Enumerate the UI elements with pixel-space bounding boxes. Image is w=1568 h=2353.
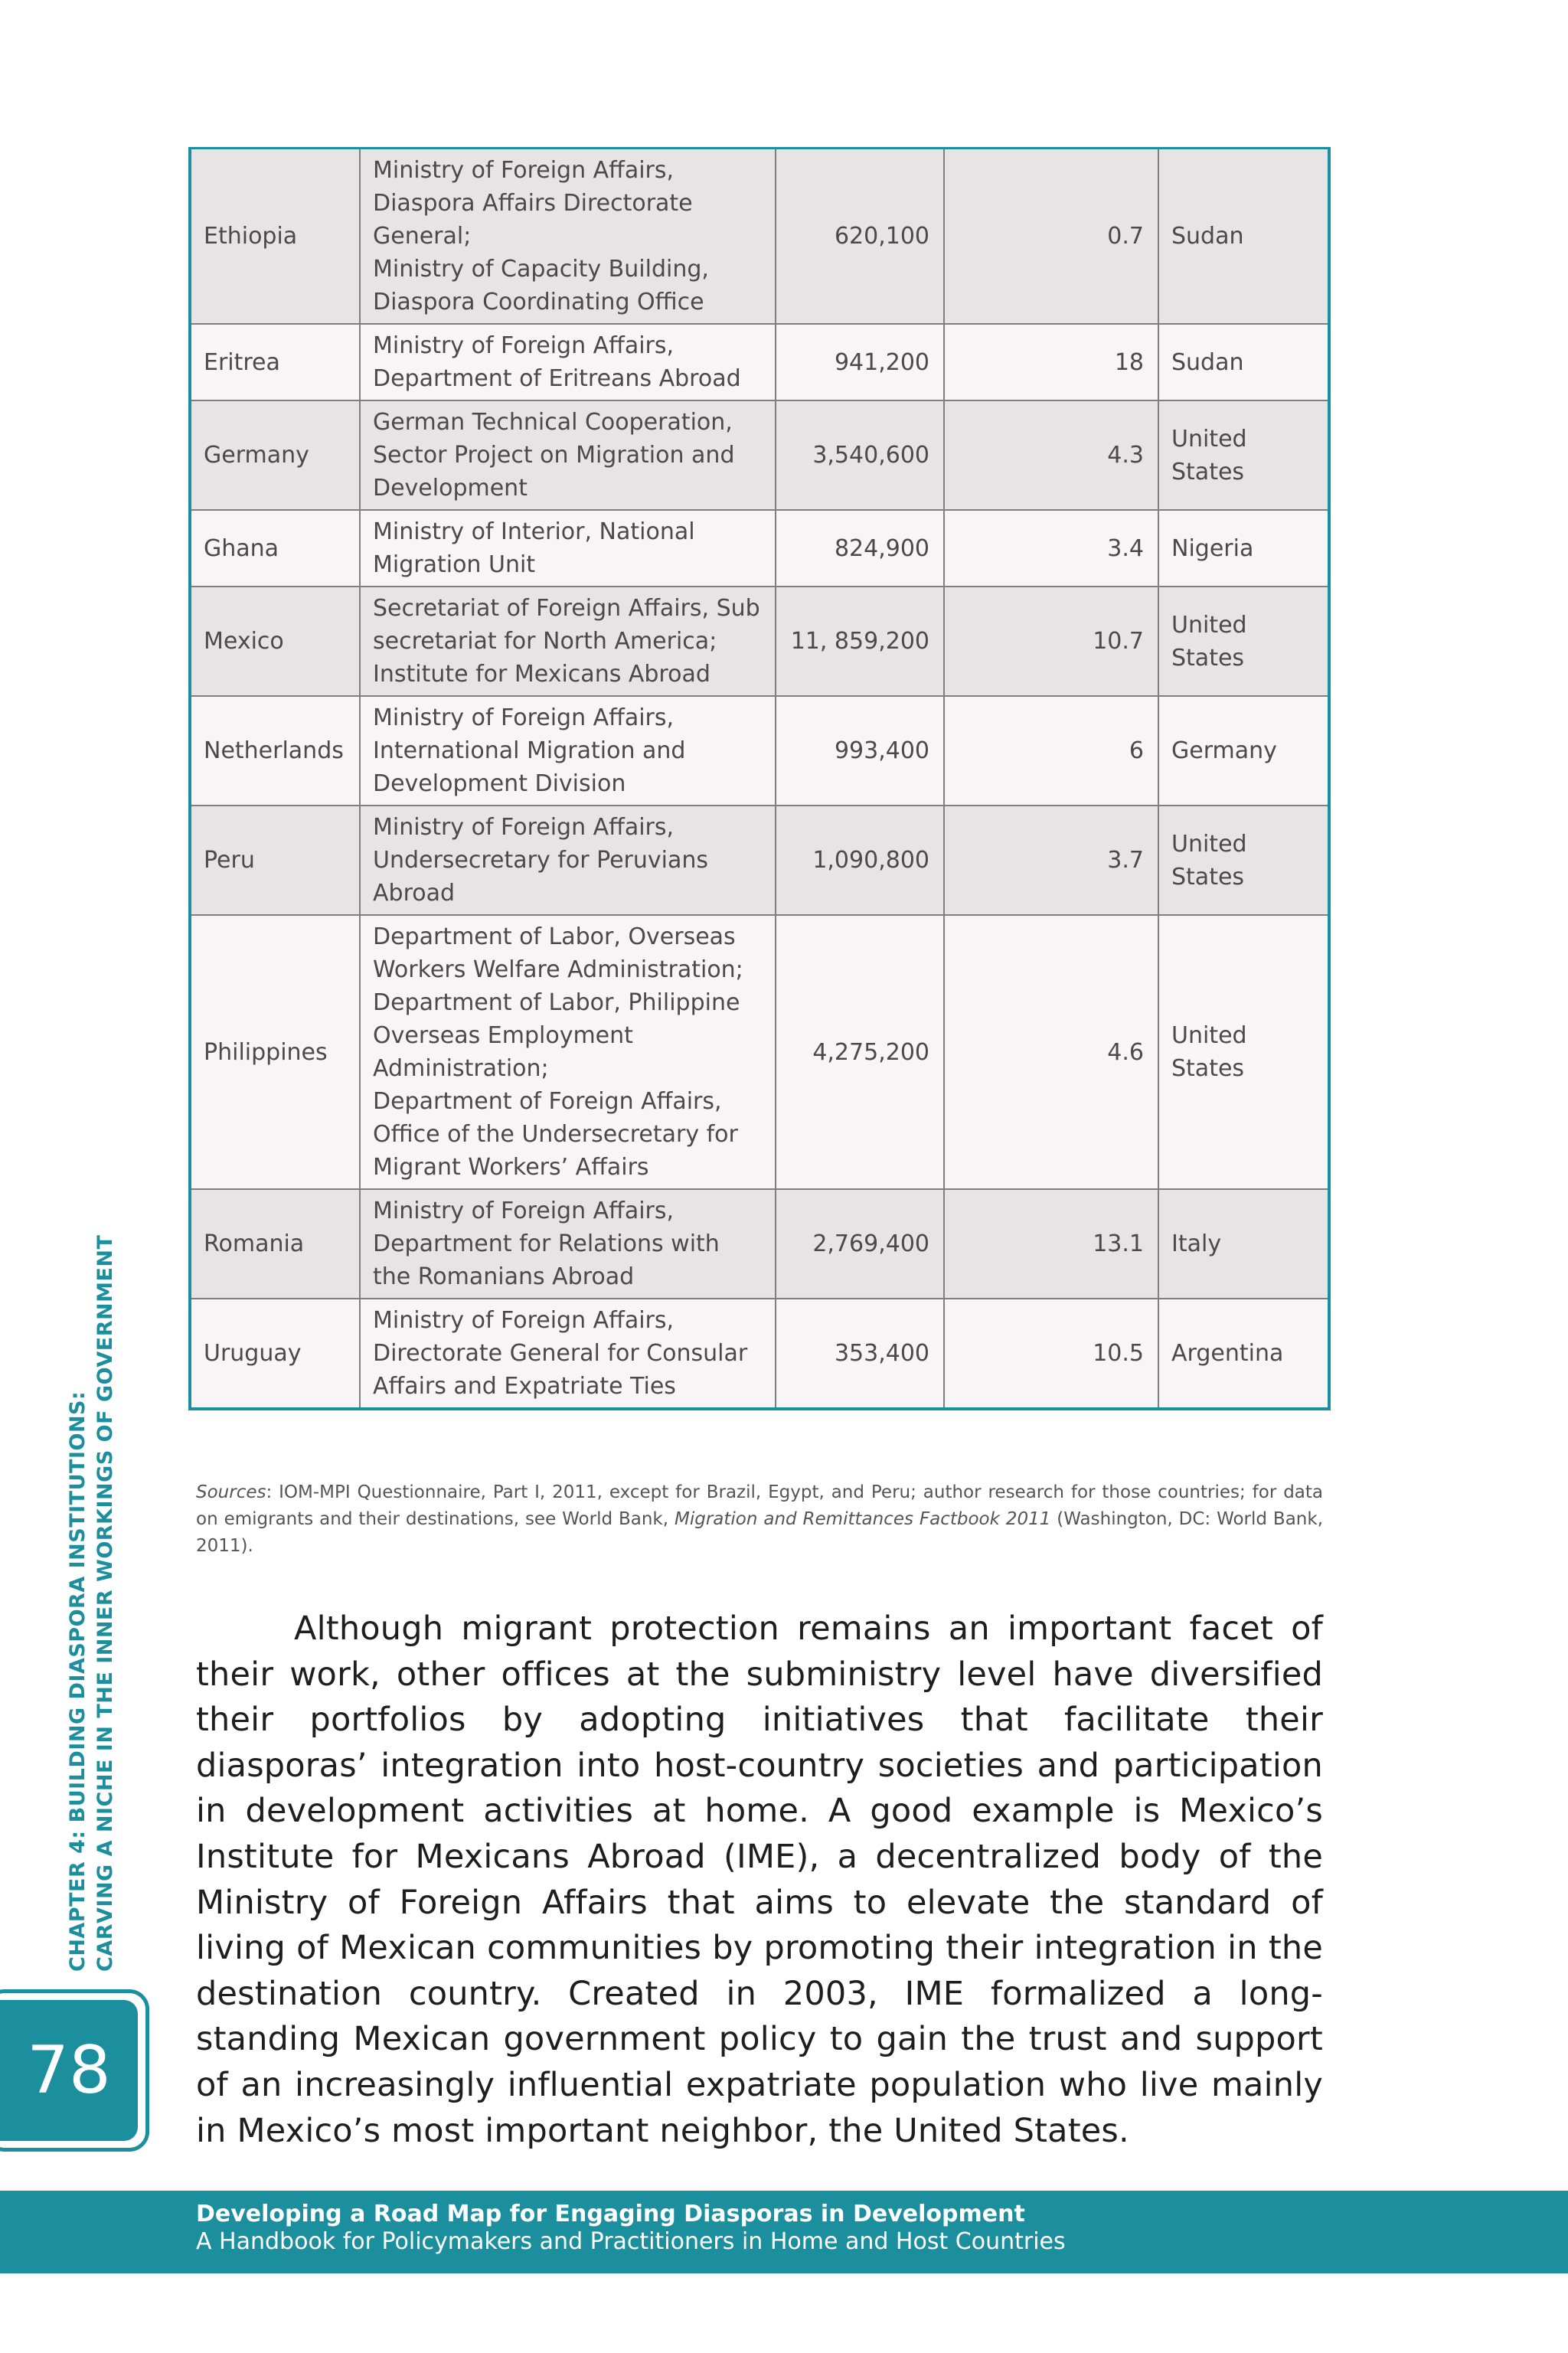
destination-cell: Italy	[1158, 1189, 1328, 1299]
institution-cell: Secretariat of Foreign Affairs, Sub secretariat for North America; Institute for Mexicans Abroad	[360, 587, 776, 696]
emigrants-cell: 353,400	[776, 1299, 944, 1407]
institution-cell: Ministry of Foreign Affairs, Undersecretary for Peruvians Abroad	[360, 806, 776, 915]
emigrants-cell: 2,769,400	[776, 1189, 944, 1299]
table-row	[191, 1299, 1328, 1407]
country-cell: Eritrea	[191, 324, 360, 400]
table-row	[191, 587, 1328, 696]
emigrants-cell: 3,540,600	[776, 400, 944, 510]
country-cell: Netherlands	[191, 696, 360, 806]
table-row	[191, 696, 1328, 806]
diaspora-institutions-table	[188, 147, 1331, 1410]
sources-label: Sources	[196, 1482, 266, 1502]
footer-book-title: Developing a Road Map for Engaging Diasporas in Development	[196, 2201, 1025, 2227]
institution-cell: Department of Labor, Overseas Workers Welfare Administration; Department of Labor, Philippine Overseas Employment Administration; Department of Foreign Affairs, Office of the Undersecretary for Migrant Workers’ Affairs	[360, 915, 776, 1189]
country-cell: Mexico	[191, 587, 360, 696]
institution-cell: Ministry of Foreign Affairs, Directorate General for Consular Affairs and Expatriate Ties	[360, 1299, 776, 1407]
chapter-running-head	[64, 1234, 119, 1972]
destination-cell: United States	[1158, 587, 1328, 696]
country-cell: Germany	[191, 400, 360, 510]
table-row	[191, 510, 1328, 587]
table-row	[191, 149, 1328, 324]
destination-cell: United States	[1158, 915, 1328, 1189]
table-sources-note	[196, 1479, 1323, 1560]
percent-cell: 0.7	[944, 149, 1158, 324]
sources-book-title: Migration and Remittances Factbook 2011	[674, 1509, 1051, 1529]
chapter-running-head-line2: CARVING A NICHE IN THE INNER WORKINGS OF GOVERNMENT	[93, 1234, 117, 1972]
sources-text-after: (Washington, DC: World Bank, 2011).	[196, 1509, 1324, 1556]
institution-cell: Ministry of Foreign Affairs, Department of Eritreans Abroad	[360, 324, 776, 400]
percent-cell: 10.7	[944, 587, 1158, 696]
table-row	[191, 1189, 1328, 1299]
emigrants-cell: 4,275,200	[776, 915, 944, 1189]
institution-cell: Ministry of Foreign Affairs, Department for Relations with the Romanians Abroad	[360, 1189, 776, 1299]
percent-cell: 18	[944, 324, 1158, 400]
page-number: 78	[27, 2032, 111, 2109]
destination-cell: Germany	[1158, 696, 1328, 806]
percent-cell: 10.5	[944, 1299, 1158, 1407]
percent-cell: 3.7	[944, 806, 1158, 915]
destination-cell: Argentina	[1158, 1299, 1328, 1407]
country-cell: Romania	[191, 1189, 360, 1299]
chapter-running-head-line1: CHAPTER 4: BUILDING DIASPORA INSTITUTIONS:	[66, 1391, 90, 1972]
emigrants-cell: 941,200	[776, 324, 944, 400]
table-row	[191, 915, 1328, 1189]
emigrants-cell: 824,900	[776, 510, 944, 587]
emigrants-cell: 993,400	[776, 696, 944, 806]
emigrants-cell: 11, 859,200	[776, 587, 944, 696]
percent-cell: 4.3	[944, 400, 1158, 510]
emigrants-cell: 1,090,800	[776, 806, 944, 915]
institution-cell: Ministry of Interior, National Migration Unit	[360, 510, 776, 587]
destination-cell: Sudan	[1158, 149, 1328, 324]
destination-cell: Sudan	[1158, 324, 1328, 400]
institution-cell: German Technical Cooperation, Sector Project on Migration and Development	[360, 400, 776, 510]
country-cell: Ethiopia	[191, 149, 360, 324]
percent-cell: 13.1	[944, 1189, 1158, 1299]
destination-cell: Nigeria	[1158, 510, 1328, 587]
institution-cell: Ministry of Foreign Affairs, International Migration and Development Division	[360, 696, 776, 806]
country-cell: Philippines	[191, 915, 360, 1189]
table	[191, 149, 1328, 1407]
table-row	[191, 806, 1328, 915]
country-cell: Peru	[191, 806, 360, 915]
percent-cell: 3.4	[944, 510, 1158, 587]
institution-cell: Ministry of Foreign Affairs, Diaspora Affairs Directorate General; Ministry of Capacity Building, Diaspora Coordinating Office	[360, 149, 776, 324]
country-cell: Uruguay	[191, 1299, 360, 1407]
country-cell: Ghana	[191, 510, 360, 587]
destination-cell: United States	[1158, 806, 1328, 915]
table-row	[191, 400, 1328, 510]
emigrants-cell: 620,100	[776, 149, 944, 324]
table-row	[191, 324, 1328, 400]
table-body	[191, 149, 1328, 1407]
body-paragraph: Although migrant protection remains an important facet of their work, other offices at the subministry level have diversified their portfolios by adopting initiatives that facilitate their diasporas’ integration into host-country societies and participation in development activities at home. A good example is Mexico’s Institute for Mexicans Abroad (IME), a decentralized body of the Ministry of Foreign Affairs that aims to elevate the standard of living of Mexican communities by promoting their integration in the destination country. Created in 2003, IME formalized a long-standing Mexican government policy to gain the trust and support of an increasingly influential expatriate population who live mainly in Mexico’s most important neighbor, the United States.	[196, 1610, 1323, 2150]
percent-cell: 6	[944, 696, 1158, 806]
percent-cell: 4.6	[944, 915, 1158, 1189]
sources-text-before: : IOM-MPI Questionnaire, Part I, 2011, except for Brazil, Egypt, and Peru; author research for those countries; for data on emigrants and their destinations, see World Bank,	[196, 1482, 1323, 1529]
footer-book-subtitle: A Handbook for Policymakers and Practitioners in Home and Host Countries	[196, 2228, 1066, 2255]
destination-cell: United States	[1158, 400, 1328, 510]
